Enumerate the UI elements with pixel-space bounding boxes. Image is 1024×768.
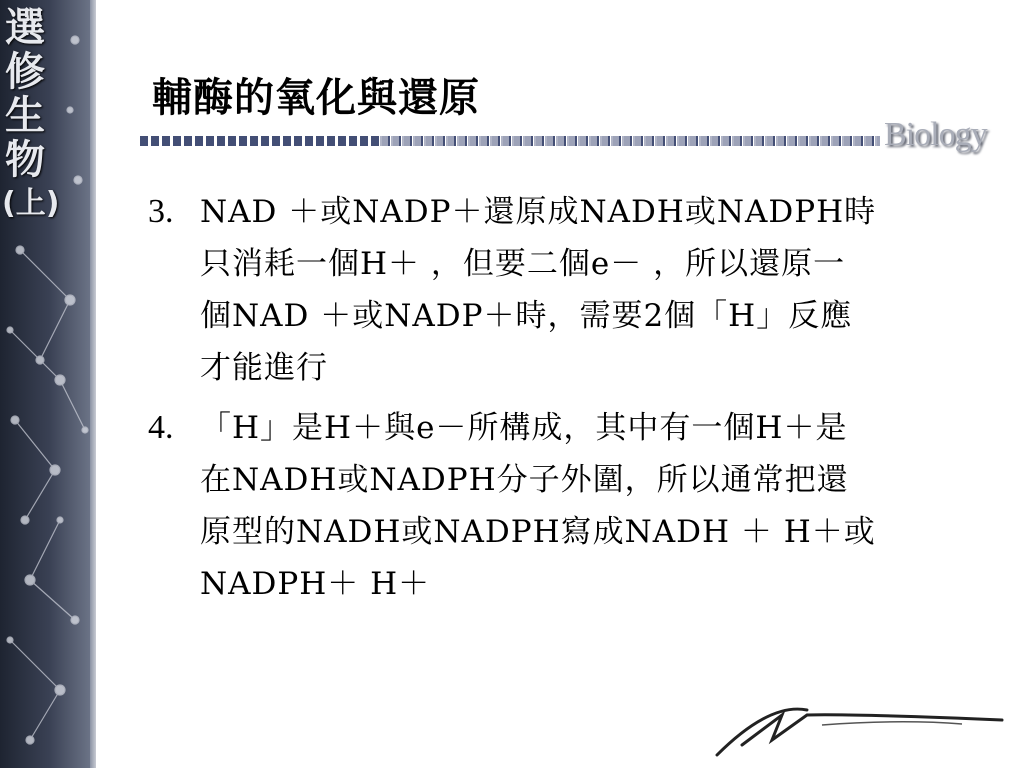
slide-title: 輔酶的氧化與還原 xyxy=(152,75,480,121)
item-line: 個NAD ＋或NADP＋時，需要2個「H」反應 xyxy=(200,298,853,334)
content-list xyxy=(148,186,978,618)
sidebar-edge xyxy=(90,0,96,768)
item-number: 3. xyxy=(148,193,174,230)
signature-logo xyxy=(712,700,1012,760)
item-line: 只消耗一個H＋ ，但要二個e－ ，所以還原一 xyxy=(200,246,846,282)
list-item xyxy=(148,186,978,394)
title-divider-fade xyxy=(380,136,880,146)
list-item xyxy=(148,402,978,610)
biology-logo: Biology xyxy=(884,116,987,153)
item-line: 「H」是H＋與e－所構成，其中有一個H＋是 xyxy=(200,410,848,446)
sidebar-char: (上) xyxy=(2,186,60,221)
item-line: NADPH＋ H＋ xyxy=(200,566,431,602)
sidebar-char: 修 xyxy=(5,49,45,95)
decorative-sidebar xyxy=(0,0,90,768)
item-line: NAD ＋或NADP＋還原成NADH或NADPH時 xyxy=(200,194,877,230)
sidebar-title xyxy=(2,5,60,226)
item-line: 原型的NADH或NADPH寫成NADH ＋ H＋或 xyxy=(200,514,876,550)
sidebar-char: 物 xyxy=(5,137,45,183)
item-line: 才能進行 xyxy=(200,350,328,386)
item-line: 在NADH或NADPH分子外圍，所以通常把還 xyxy=(200,462,849,498)
sidebar-char: 生 xyxy=(5,93,45,139)
sidebar-char: 選 xyxy=(5,5,45,51)
item-number: 4. xyxy=(148,409,174,446)
